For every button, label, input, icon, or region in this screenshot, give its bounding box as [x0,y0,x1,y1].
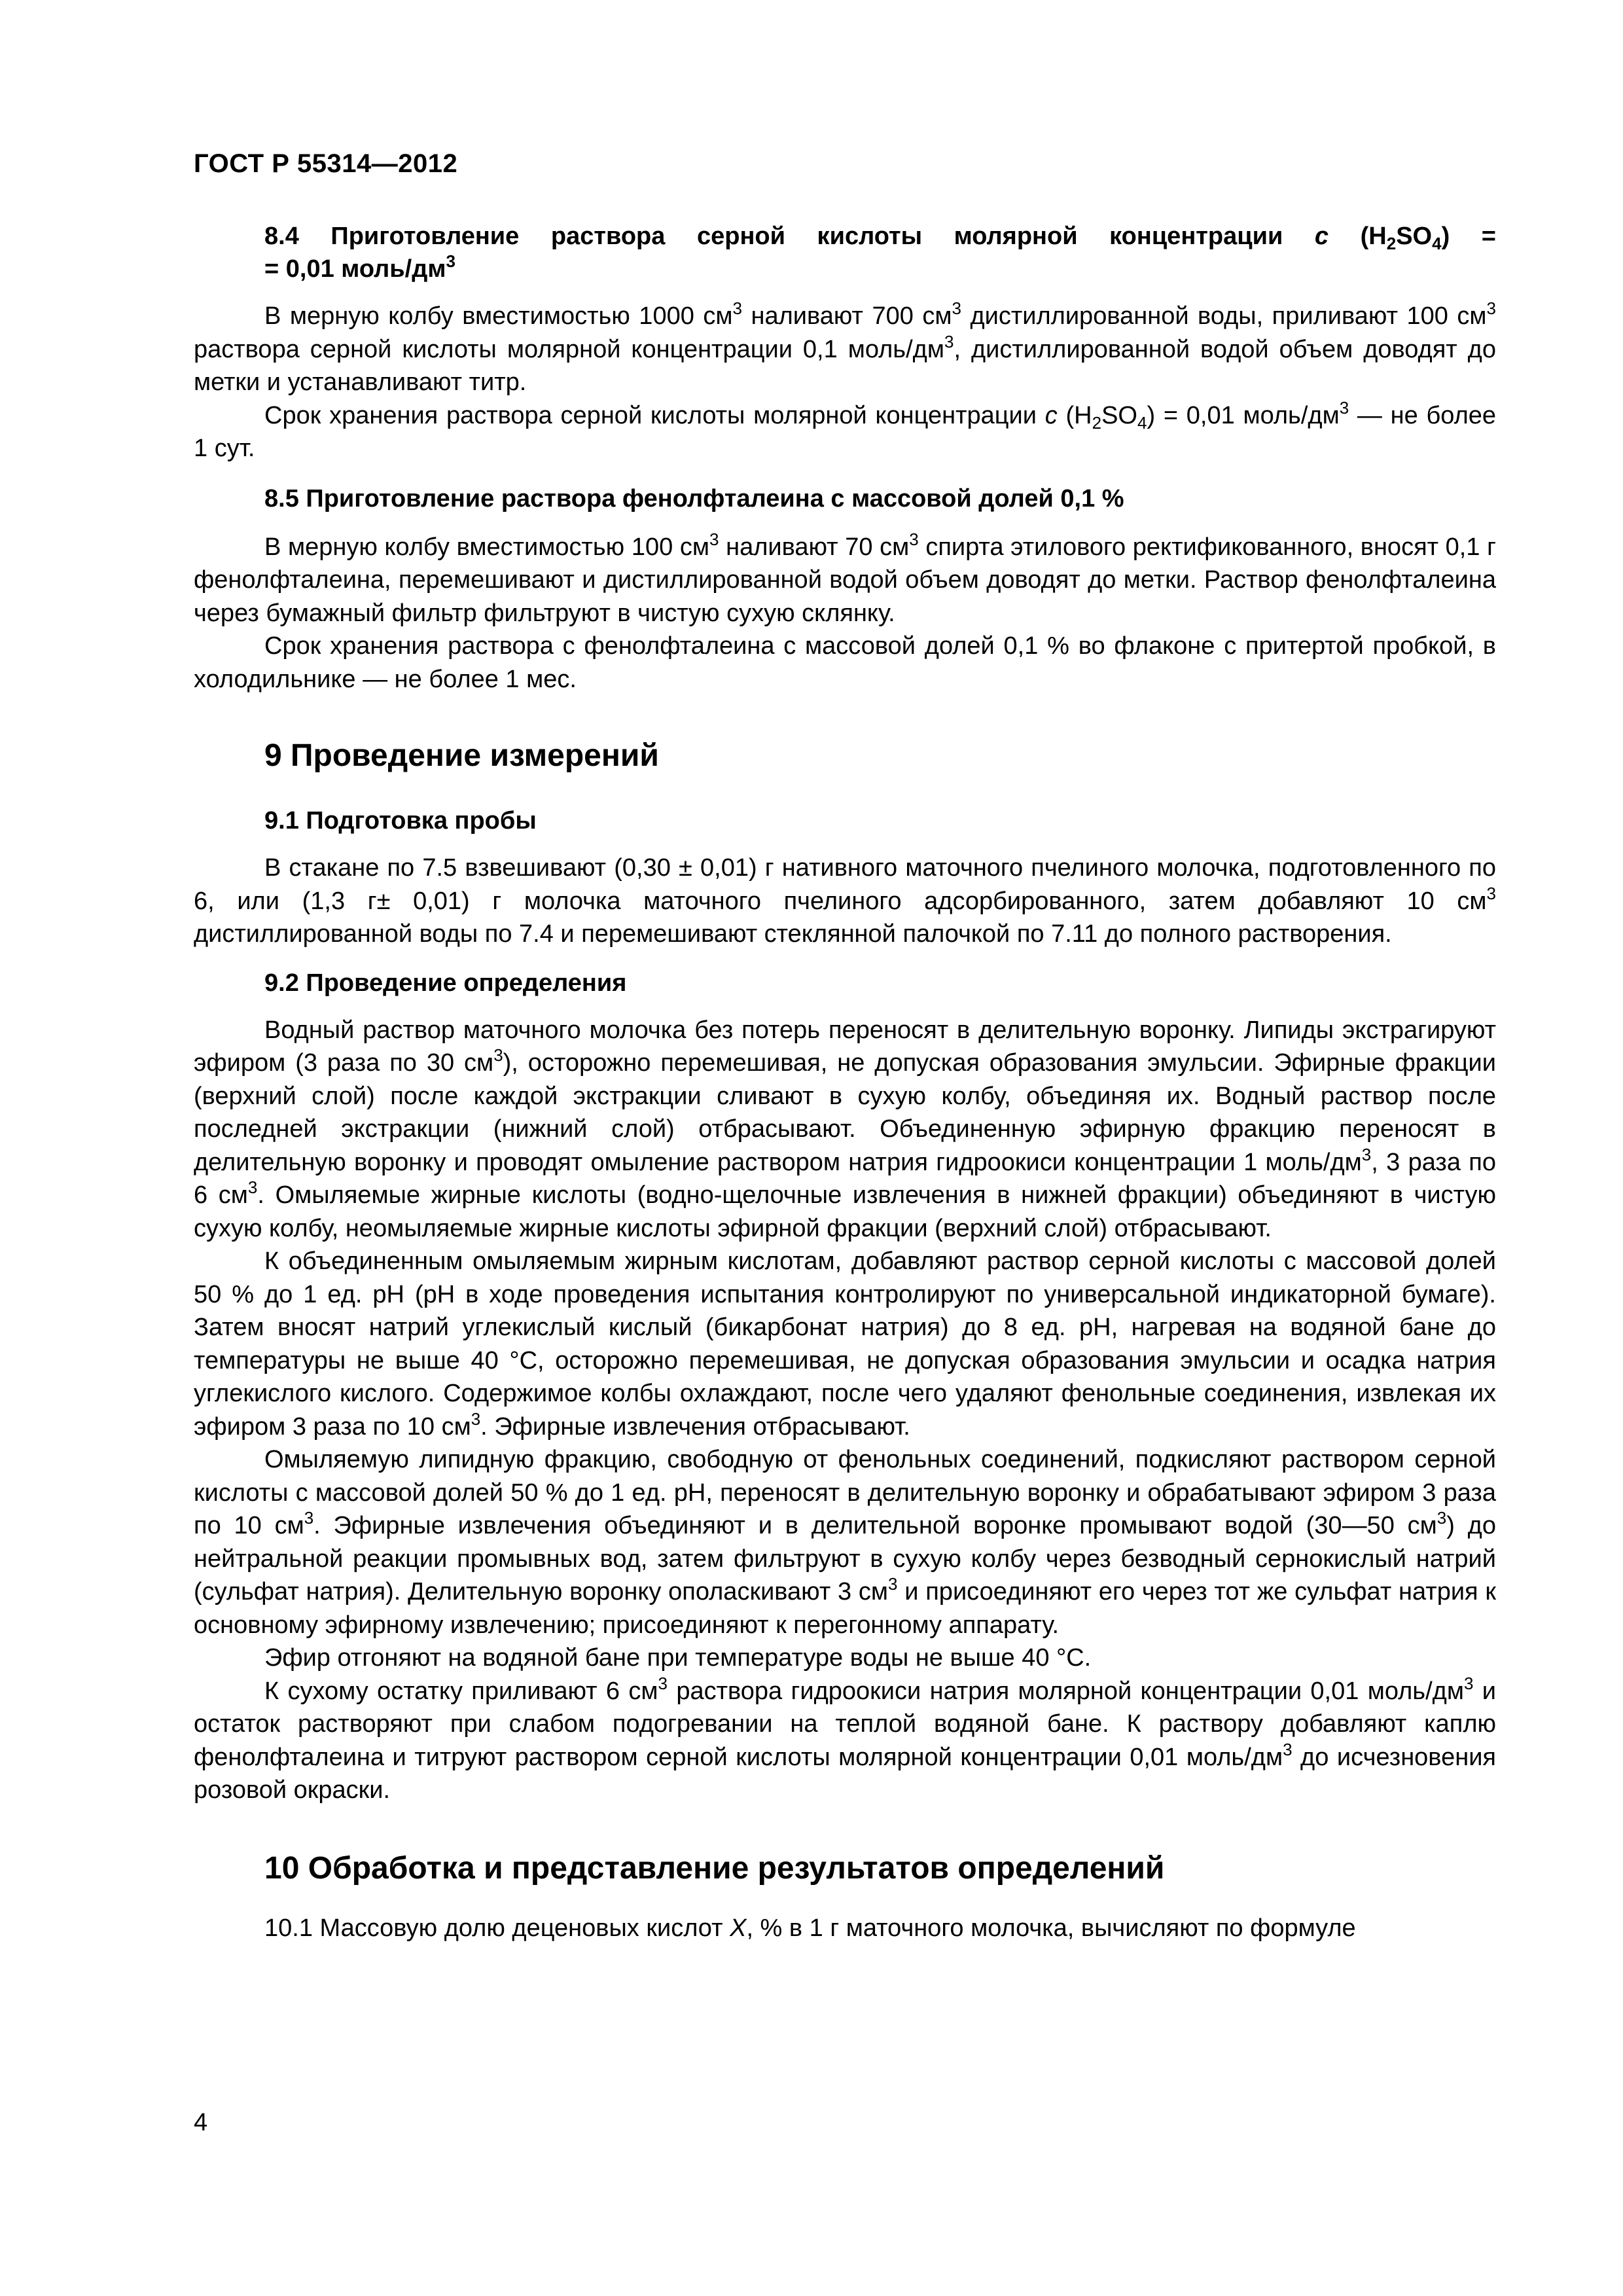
document-header [194,149,457,179]
text: . Эфирные извлечения отбрасывают. [480,1412,910,1441]
text: и остаток растворяют при слабом подогревании на теплой водяной бане. К раствору добавляют каплю фенолфталеина и титруют раствором серной кислоты молярной концентрации 0,01 моль/дм [194,1677,1497,1771]
text: ) = 0,01 моль/дм [1147,401,1340,429]
superscript: 3 [709,529,719,549]
text: Омыляемую липидную фракцию, свободную от фенольных соединений, подкисляют раствором серной кислоты с массовой долей 50 % до 1 ед. pH, переносят в делительную воронку и обрабатывают эфиром 3 раза по 10 см [194,1446,1496,1539]
text: , % в 1 г маточного молочка, вычисляют по формуле [746,1914,1356,1942]
text: Водный раствор маточного молочка без потерь переносят в делительную воронку. Липиды экстрагируют эфиром (3 раза по 30 см [194,1016,1496,1077]
section-9-title: 9 Проведение измерений [264,738,659,773]
subsection-8-4-title-cont [194,253,1496,285]
text: , дистиллированной водой объем доводят до метки и устанавливают титр. [194,335,1496,396]
variable-c: c [1044,401,1058,429]
text: спирта этилового ректификованного, вносят 0,1 г фенолфталеина, перемешивают и дистиллированной водой объем доводят до метки. Раствор фенолфталеина через бумажный фильтр фильтруют в чистую сухую склянку. [194,533,1496,627]
superscript: 3 [446,251,455,271]
text: ), осторожно перемешивая, не допуская образования эмульсии. Эфирные фракции (верхний слой) после каждой экстракции сливают в сухую колбу, объединяя их. Водный раствор после последней экстракции (нижний слой) отбрасывают. Объединенную эфирную фракцию переносят в делительную воронку и проводят омыление раствором натрия гидроокиси концентрации 1 моль/дм [194,1049,1496,1176]
document-body [194,220,1496,1945]
text: В мерную колбу вместимостью 1000 см [264,302,733,330]
text: Срок хранения раствора серной кислоты молярной концентрации [264,401,1045,429]
superscript: 3 [658,1673,668,1693]
superscript: 3 [1486,883,1496,903]
section-10-title: 10 Обработка и представление результатов определений [264,1850,1165,1886]
subscript: 4 [1432,234,1442,253]
text: раствора серной кислоты молярной концентрации 0,1 моль/дм [194,335,944,363]
text: В стакане по 7.5 взвешивают (0,30 ± 0,01) г нативного маточного пчелиного молочка, подготовленного по 6, или (1,3 г± 0,01) г молочка маточного пчелиного адсорбированного, затем добавляют 10 см [194,854,1496,915]
superscript: 3 [1436,1508,1447,1528]
superscript: 3 [471,1408,481,1429]
text: до исчезновения розовой окраски. [194,1743,1496,1804]
paragraph [194,399,1496,465]
paragraph: Срок хранения раствора с фенолфталеина с массовой долей 0,1 % во флаконе с притертой пробкой, в холодильнике — не более 1 мес. [194,632,1496,693]
subscript: 2 [1092,412,1102,433]
superscript: 3 [888,1574,898,1594]
text: 10.1 Массовую долю деценовых кислот [264,1914,730,1942]
text: . Эфирные извлечения объединяют и в делительной воронке промывают водой (30—50 см [313,1512,1437,1539]
paragraph [194,300,1496,399]
subsection-8-5-title: 8.5 Приготовление раствора фенолфталеина с массовой долей 0,1 % [264,484,1124,512]
title-var-c: c [1314,223,1329,250]
subscript: 4 [1137,412,1147,433]
subsection-8-4-title [194,220,1496,253]
standard-number: ГОСТ Р 55314—2012 [194,149,458,178]
superscript: 3 [1361,1144,1372,1164]
title-text: (H [1329,223,1387,250]
superscript: 3 [1339,397,1349,418]
paragraph [194,531,1496,630]
page-number: 4 [194,2109,208,2136]
variable-x: X [730,1914,747,1942]
text: К сухому остатку приливают 6 см [264,1677,658,1705]
title-text: ) = [1441,223,1496,250]
text: , 3 раза по 6 см [194,1148,1496,1209]
subsection-9-1-title: 9.1 Подготовка пробы [264,807,537,834]
title-text: 8.4 Приготовление раствора серной кислоты молярной концентрации [264,223,1315,250]
paragraph: Эфир отгоняют на водяной бане при температуре воды не выше 40 °С. [264,1644,1092,1672]
superscript: 3 [247,1177,258,1197]
text: SO [1101,401,1137,429]
paragraph [194,1245,1496,1443]
paragraph [194,1912,1496,1945]
paragraph [194,1675,1496,1807]
paragraph [194,852,1496,951]
text: — не более 1 сут. [194,401,1497,462]
superscript: 3 [952,298,961,318]
superscript: 3 [909,529,919,549]
text: К объединенным омыляемым жирным кислотам, добавляют раствор серной кислоты с массовой долей 50 % до 1 ед. pH (pH в ходе проведения испытания контролируют по универсальной индикаторной бумаге). Затем вносят натрий углекислый кислый (бикарбонат натрия) до 8 ед. pH, нагревая на водяной бане до температуры не выше 40 °С, осторожно перемешивая, не допуская образования эмульсии и осадка натрия углекислого кислого. Содержимое колбы охлаждают, после чего удаляют фенольные соединения, извлекая их эфиром 3 раза по 10 см [194,1247,1496,1441]
superscript: 3 [1486,298,1496,318]
title-text: = 0,01 моль/дм [264,255,446,283]
superscript: 3 [1283,1739,1293,1759]
superscript: 3 [944,331,954,351]
text: дистиллированной воды по 7.4 и перемешивают стеклянной палочкой по 7.11 до полного растворения. [194,920,1392,948]
text: и присоединяют его через тот же сульфат натрия к основному эфирному извлечению; присоединяют к перегонному аппарату. [194,1578,1497,1639]
paragraph [194,1014,1496,1246]
text: наливают 700 см [741,302,952,330]
text: раствора гидроокиси натрия молярной концентрации 0,01 моль/дм [668,1677,1464,1705]
superscript: 3 [304,1508,314,1528]
superscript: 3 [493,1045,503,1065]
text: дистиллированной воды, приливают 100 см [961,302,1487,330]
text: В мерную колбу вместимостью 100 см [264,533,709,561]
title-text: SO [1396,223,1433,250]
paragraph [194,1443,1496,1641]
text: ) до нейтральной реакции промывных вод, затем фильтруют в сухую колбу через безводный сернокислый натрий (сульфат натрия). Делительную воронку ополаскивают 3 см [194,1512,1496,1605]
text: . Омыляемые жирные кислоты (водно-щелочные извлечения в нижней фракции) объединяют в чистую сухую колбу, неомыляемые жирные кислоты эфирной фракции (верхний слой) отбрасывают. [194,1181,1496,1242]
subscript: 2 [1386,234,1397,253]
superscript: 3 [1463,1673,1474,1693]
superscript: 3 [732,298,742,318]
text: (H [1057,401,1092,429]
subsection-9-2-title: 9.2 Проведение определения [264,969,627,997]
text: наливают 70 см [719,533,910,561]
